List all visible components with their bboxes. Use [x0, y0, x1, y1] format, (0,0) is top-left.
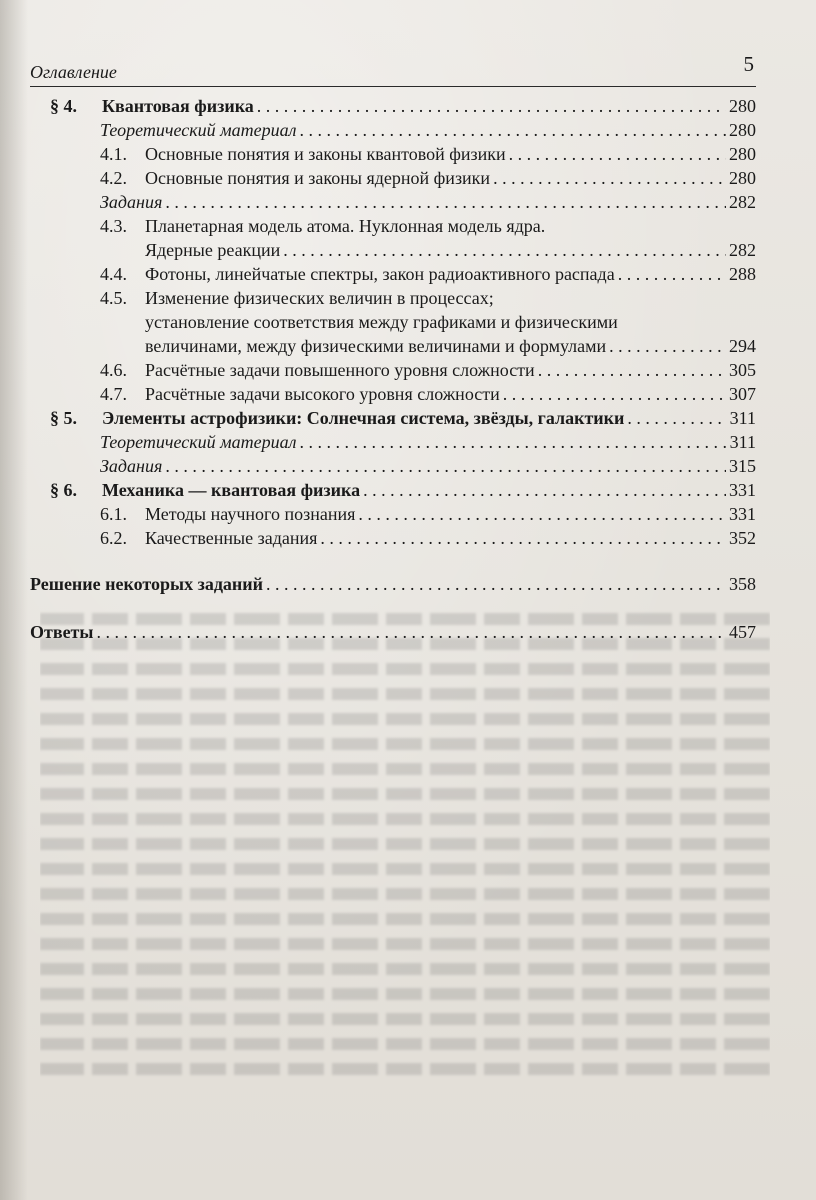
page-ref: 280 — [729, 96, 756, 116]
page-ref: 315 — [729, 456, 756, 476]
toc-item-4-2 — [100, 166, 756, 190]
bleed-line — [40, 713, 770, 725]
toc-item-4-6 — [100, 358, 756, 382]
leader-dots — [165, 190, 726, 214]
bleed-line — [40, 788, 770, 800]
binding-shadow — [0, 0, 28, 1200]
item-title: Расчётные задачи высокого уровня сложности — [145, 384, 500, 404]
toc-item-4-5-cont-2 — [145, 334, 756, 358]
toc-section-4 — [50, 94, 756, 118]
section-title: Квантовая физика — [102, 96, 254, 116]
header-title: Оглавление — [30, 62, 117, 82]
section-title: Элементы астрофизики: Солнечная система, звёзды, галактики — [102, 408, 625, 428]
bleed-line — [40, 1063, 770, 1075]
header-rule — [30, 86, 756, 87]
subsection-title: Теоретический материал — [100, 120, 297, 140]
leader-dots — [609, 334, 726, 358]
section-title: Механика — квантовая физика — [102, 480, 361, 500]
toc-item-6-2 — [100, 526, 756, 550]
leader-dots — [320, 526, 726, 550]
toc-section-6 — [50, 478, 756, 502]
header-page-number: 5 — [743, 52, 754, 76]
page-ref: 282 — [729, 240, 756, 260]
toc-s5-tasks — [100, 454, 756, 478]
bleed-line — [40, 938, 770, 950]
show-through-texture — [40, 600, 770, 1160]
page-ref: 282 — [729, 192, 756, 212]
page-ref: 288 — [729, 264, 756, 284]
item-title-line-1: Изменение физических величин в процессах; — [145, 288, 494, 308]
section-number: § 4. — [50, 96, 77, 116]
item-number: 4.4. — [100, 264, 127, 284]
toc-solutions — [30, 572, 756, 596]
subsection-title: Задания — [100, 192, 163, 212]
item-title-line-1: Планетарная модель атома. Нуклонная модель ядра. — [145, 216, 546, 236]
item-title-line-2: Ядерные реакции — [145, 240, 281, 260]
bleed-line — [40, 988, 770, 1000]
section-number: § 5. — [50, 408, 77, 428]
page-ref: 311 — [729, 408, 756, 428]
leader-dots — [618, 262, 726, 286]
page-ref: 352 — [729, 528, 756, 548]
bleed-line — [40, 963, 770, 975]
page-ref: 280 — [729, 120, 756, 140]
toc-item-4-3-cont — [145, 238, 756, 262]
page-ref: 305 — [729, 360, 756, 380]
item-number: 4.2. — [100, 168, 127, 188]
page-ref: 280 — [729, 168, 756, 188]
bleed-line — [40, 838, 770, 850]
item-title: Основные понятия и законы ядерной физики — [145, 168, 491, 188]
toc-item-4-4 — [100, 262, 756, 286]
page-ref: 307 — [729, 384, 756, 404]
toc-item-4-5-cont-1 — [145, 310, 756, 334]
page-ref: 331 — [729, 480, 756, 500]
bleed-line — [40, 913, 770, 925]
toc-s4-theory — [100, 118, 756, 142]
leader-dots — [493, 166, 726, 190]
bleed-line — [40, 688, 770, 700]
item-title-line-2: установление соответствия между графиками и физическими — [145, 312, 618, 332]
leader-dots — [627, 406, 726, 430]
bleed-line — [40, 813, 770, 825]
toc-item-6-1 — [100, 502, 756, 526]
chapter-title: Ответы — [30, 622, 94, 642]
item-number: 4.6. — [100, 360, 127, 380]
item-number: 4.5. — [100, 288, 127, 308]
subsection-title: Задания — [100, 456, 163, 476]
toc-s5-theory — [100, 430, 756, 454]
item-number: 6.1. — [100, 504, 127, 524]
section-number: § 6. — [50, 480, 77, 500]
table-of-contents — [30, 94, 756, 644]
chapter-title: Решение некоторых заданий — [30, 574, 264, 594]
leader-dots — [538, 358, 726, 382]
bleed-line — [40, 663, 770, 675]
page-ref: 311 — [729, 432, 756, 452]
toc-s4-tasks — [100, 190, 756, 214]
bleed-line — [40, 863, 770, 875]
leader-dots — [257, 94, 726, 118]
toc-item-4-3 — [100, 214, 756, 238]
item-number: 6.2. — [100, 528, 127, 548]
leader-dots — [165, 454, 726, 478]
bleed-line — [40, 763, 770, 775]
bleed-line — [40, 1038, 770, 1050]
page-ref: 294 — [729, 336, 756, 356]
item-title: Расчётные задачи повышенного уровня сложности — [145, 360, 535, 380]
bleed-line — [40, 888, 770, 900]
toc-item-4-7 — [100, 382, 756, 406]
leader-dots — [266, 572, 726, 596]
bleed-line — [40, 1013, 770, 1025]
leader-dots — [509, 142, 726, 166]
item-title: Качественные задания — [145, 528, 318, 548]
item-number: 4.7. — [100, 384, 127, 404]
leader-dots — [363, 478, 726, 502]
page-ref: 280 — [729, 144, 756, 164]
page-ref: 457 — [729, 622, 756, 642]
leader-dots — [358, 502, 726, 526]
item-title: Фотоны, линейчатые спектры, закон радиоактивного распада — [145, 264, 615, 284]
bleed-line — [40, 738, 770, 750]
leader-dots — [96, 620, 726, 644]
toc-answers — [30, 620, 756, 644]
item-title: Основные понятия и законы квантовой физики — [145, 144, 506, 164]
item-number: 4.1. — [100, 144, 127, 164]
toc-section-5 — [50, 406, 756, 430]
page-ref: 331 — [729, 504, 756, 524]
item-number: 4.3. — [100, 216, 127, 236]
item-title-line-3: величинами, между физическими величинами и формулами — [145, 336, 607, 356]
leader-dots — [299, 430, 726, 454]
page-ref: 358 — [729, 574, 756, 594]
toc-item-4-1 — [100, 142, 756, 166]
leader-dots — [283, 238, 726, 262]
leader-dots — [299, 118, 726, 142]
leader-dots — [503, 382, 726, 406]
item-title: Методы научного познания — [145, 504, 356, 524]
subsection-title: Теоретический материал — [100, 432, 297, 452]
toc-item-4-5 — [100, 286, 756, 310]
